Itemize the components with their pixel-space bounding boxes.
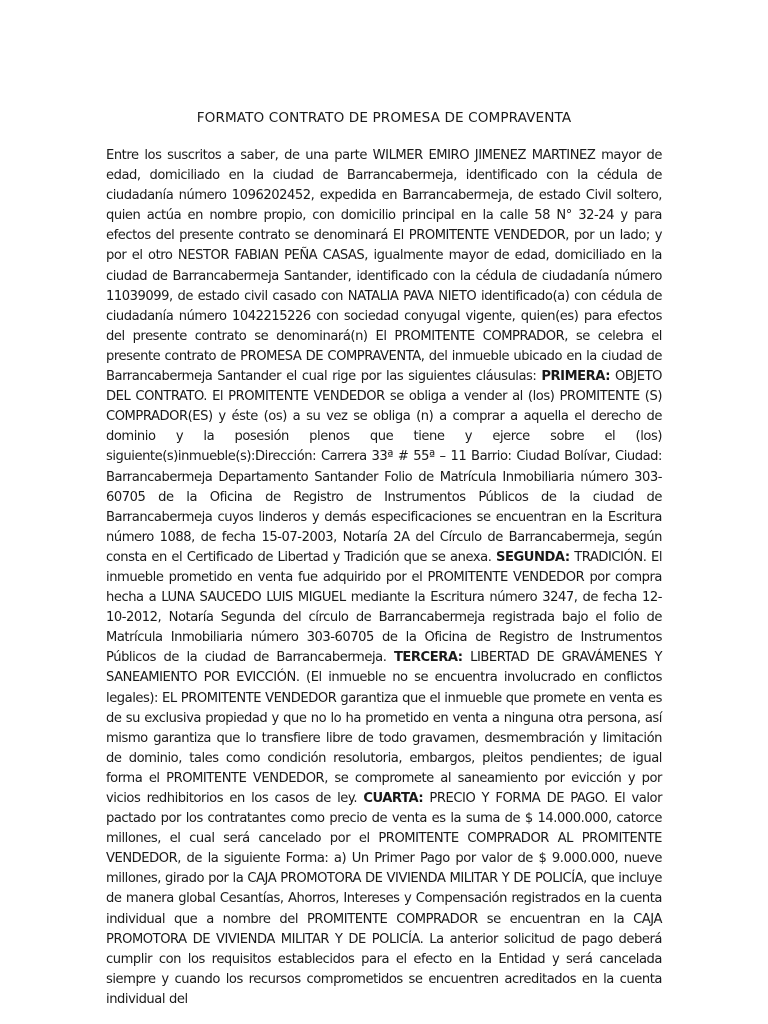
contract-body <box>106 146 662 1010</box>
clause-2-label: SEGUNDA: <box>496 549 570 565</box>
clause-3-label: TERCERA: <box>393 650 463 666</box>
clause-1-label: PRIMERA: <box>541 369 610 385</box>
clause-1-text: OBJETO DEL CONTRATO. El PROMITENTE VENDEDOR se obliga a vender al (los) PROMITENTE (S) COMPRADOR(ES) y éste (os) a su vez se obliga (n) a comprar a aquella el derecho de dominio y la posesión plenos que tiene y ejerce sobre el (los) siguiente(s)inmueble(s):Dirección: Carrera 33ª # 55ª – 11 Barrio: Ciudad Bolívar, Ciudad: Barrancabermeja Departamento Santander Folio de Matrícula Inmobiliaria número 303-60705 de la Oficina de Registro de Instrumentos Públicos de la ciudad de Barrancabermeja cuyos linderos y demás especificaciones se encuentran en la Escritura número 1088, de fecha 15-07-2003, Notaría 2A del Círculo de Barrancabermeja, según consta en el Certificado de Libertad y Tradición que se anexa. <box>106 369 663 565</box>
intro-paragraph: Entre los suscritos a saber, de una parte WILMER EMIRO JIMENEZ MARTINEZ mayor de edad, domiciliado en la ciudad de Barrancabermeja, identificado con la cédula de ciudadanía número 1096202452, expedida en Barrancabermeja, de estado Civil soltero, quien actúa en nombre propio, con domicilio principal en la calle 58 N° 32-24 y para efectos del presente contrato se denominará El PROMITENTE VENDEDOR, por un lado; y por el otro NESTOR FABIAN PEÑA CASAS, igualmente mayor de edad, domiciliado en la ciudad de Barrancabermeja Santander, identificado con la cédula de ciudadanía número 11039099, de estado civil casado con NATALIA PAVA NIETO identificado(a) con cédula de ciudadanía número 1042215226 con sociedad conyugal vigente, quien(es) para efectos del presente contrato se denominará(n) El PROMITENTE COMPRADOR, se celebra el presente contrato de PROMESA DE COMPRAVENTA, del inmueble ubicado en la ciudad de Barrancabermeja Santander el cual rige por las siguientes cláusulas: <box>106 148 662 385</box>
clause-4-label: CUARTA: <box>363 791 424 806</box>
clause-4-text: PRECIO Y FORMA DE PAGO. El valor pactado por los contratantes como precio de venta es la suma de $ 14.000.000, catorce millones, el cual será cancelado por el PROMITENTE COMPRADOR AL PROMITENTE VENDEDOR, de la siguiente Forma: a) Un Primer Pago por valor de $ 9.000.000, nueve millones, girado por la CAJA PROMOTORA DE VIVIENDA MILITAR Y DE POLICÍA, que incluye de manera global Cesantías, Ahorros, Intereses y Compensación registrados en la cuenta individual que a nombre del PROMITENTE COMPRADOR se encuentran en la CAJA PROMOTORA DE VIVIENDA MILITAR Y DE POLICÍA. La anterior solicitud de pago deberá cumplir con los requisitos establecidos para el efecto en la Entidad y será cancelada siempre y cuando los recursos comprometidos se encuentren acreditados en la cuenta individual del <box>106 791 662 1007</box>
document-title: FORMATO CONTRATO DE PROMESA DE COMPRAVENTA <box>196 110 572 126</box>
clause-2-text: TRADICIÓN. El inmueble prometido en venta fue adquirido por el PROMITENTE VENDEDOR por compra hecha a LUNA SAUCEDO LUIS MIGUEL mediante la Escritura número 3247, de fecha 12-10-2012, Notaría Segunda del círculo de Barrancabermeja registrada bajo el folio de Matrícula Inmobiliaria número 303-60705 de la Oficina de Registro de Instrumentos Públicos de la ciudad de Barrancabermeja. <box>106 549 663 666</box>
clause-3-text: LIBERTAD DE GRAVÁMENES Y SANEAMIENTO POR EVICCIÓN. (El inmueble no se encuentra involucrado en conflictos legales): EL PROMITENTE VENDEDOR garantiza que el inmueble que promete en venta es de su exclusiva propiedad y que no lo ha prometido en venta a ninguna otra persona, así mismo garantiza que lo transfiere libre de todo gravamen, desmembración y limitación de dominio, tales como condición resolutoria, embargos, pleitos pendientes; de igual forma el PROMITENTE VENDEDOR, se compromete al saneamiento por evicción y por vicios redhibitorios en los casos de ley. <box>106 650 662 806</box>
